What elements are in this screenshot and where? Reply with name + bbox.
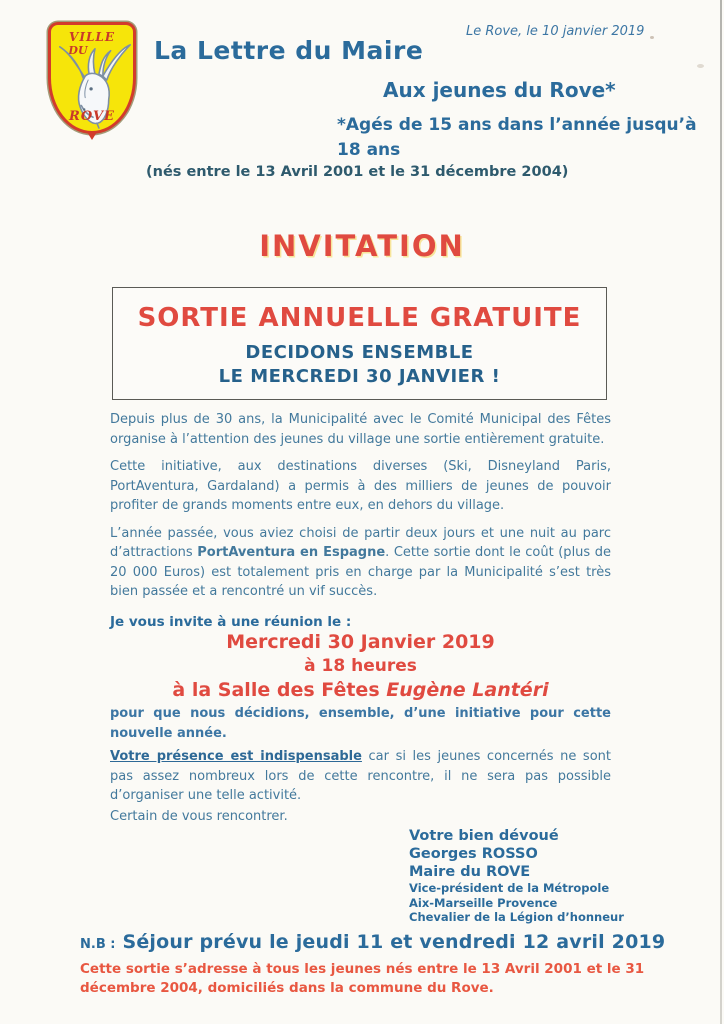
invite-line: Je vous invite à une réunion le : — [110, 613, 352, 630]
announcement-box — [112, 287, 607, 400]
eligibility-red-note: Cette sortie s’adresse à tous les jeunes nés entre le 13 Avril 2001 et le 31 décembre 2004, domiciliés dans la commune du Rove. — [80, 961, 645, 996]
crest-du-text: DU — [68, 44, 88, 57]
box-title: SORTIE ANNUELLE GRATUITE — [137, 303, 582, 333]
presence-bold-text: Votre présence est indispensable — [110, 749, 362, 764]
paragraph-destinations: Cette initiative, aux destinations diverses (Ski, Disneyland Paris, PortAventura, Gardaland) a permis à des milliers de jeunes de pouvoir profiter de grands moments entre eux, en dehors du village. — [110, 459, 611, 513]
recipient-line: Aux jeunes du Rove* — [383, 78, 616, 102]
signature-name: Georges ROSSO — [409, 846, 538, 862]
signature-valediction: Votre bien dévoué — [409, 828, 559, 844]
birth-range-note: (nés entre le 13 Avril 2001 et le 31 décembre 2004) — [146, 164, 569, 180]
paragraph-history: Depuis plus de 30 ans, la Municipalité avec le Comité Municipal des Fêtes organise à l’attention des jeunes du village une sortie entièrement gratuite. — [110, 412, 611, 447]
meeting-time: à 18 heures — [304, 656, 417, 676]
paragraph-last-year-bold: PortAventura en Espagne — [197, 545, 386, 560]
box-subtitle-1: DECIDONS ENSEMBLE — [245, 342, 474, 363]
meeting-details — [110, 630, 611, 703]
box-subtitle-2: LE MERCREDI 30 JANVIER ! — [218, 366, 501, 387]
presence-paragraph — [110, 747, 611, 806]
page-title: La Lettre du Maire — [154, 36, 424, 65]
scan-edge-line — [720, 0, 722, 1024]
age-note-line1: *Agés de 15 ans dans l’année jusqu’à — [337, 115, 697, 135]
scan-speck — [650, 36, 654, 39]
closing-line: Certain de vous rencontrer. — [110, 809, 288, 824]
meeting-place-label: à la Salle des Fêtes — [172, 679, 387, 701]
paragraph-last-year-post: . Cette sortie dont le coût (plus de 20 000 Euros) est totalement pris en charge par la Municipalité s’est très bien passée et a rencontré un vif succès. — [110, 545, 611, 599]
nb-line — [80, 931, 665, 953]
age-note-line2: 18 ans — [337, 140, 401, 160]
town-crest-logo — [48, 22, 136, 134]
signature-title-3: Chevalier de la Légion d’honneur — [409, 910, 624, 924]
presence-rest-text: car si les jeunes concernés ne sont pas assez nombreux lors de cette rencontre, il ne sera pas possible d’organiser une telle activité. — [110, 749, 611, 803]
nb-label: N.B : — [80, 937, 116, 952]
meeting-place-name: Eugène Lantéri — [386, 679, 549, 701]
signature-block — [409, 827, 624, 925]
paragraph-last-year-pre: L’année passée, vous aviez choisi de partir deux jours et une nuit au parc d’attractions — [110, 525, 611, 560]
letter-body — [110, 410, 611, 630]
signature-title-2: Aix-Marseille Provence — [409, 895, 558, 910]
date-line: Le Rove, le 10 janvier 2019 — [466, 24, 645, 39]
nb-text: Séjour prévu le jeudi 11 et vendredi 12 avril 2019 — [122, 931, 666, 953]
signature-title-1: Vice-président de la Métropole — [409, 881, 610, 895]
scan-speck — [697, 64, 704, 68]
meeting-place — [110, 678, 611, 703]
invitation-heading: INVITATION — [259, 229, 465, 263]
paragraph-last-year — [110, 524, 611, 602]
crest-ville-text: VILLE — [69, 30, 115, 44]
signature-role: Maire du ROVE — [409, 864, 531, 880]
purpose-line: pour que nous décidions, ensemble, d’une initiative pour cette nouvelle année. — [110, 706, 611, 741]
crest-rove-text: ROVE — [69, 109, 115, 124]
meeting-date: Mercredi 30 Janvier 2019 — [226, 631, 495, 653]
